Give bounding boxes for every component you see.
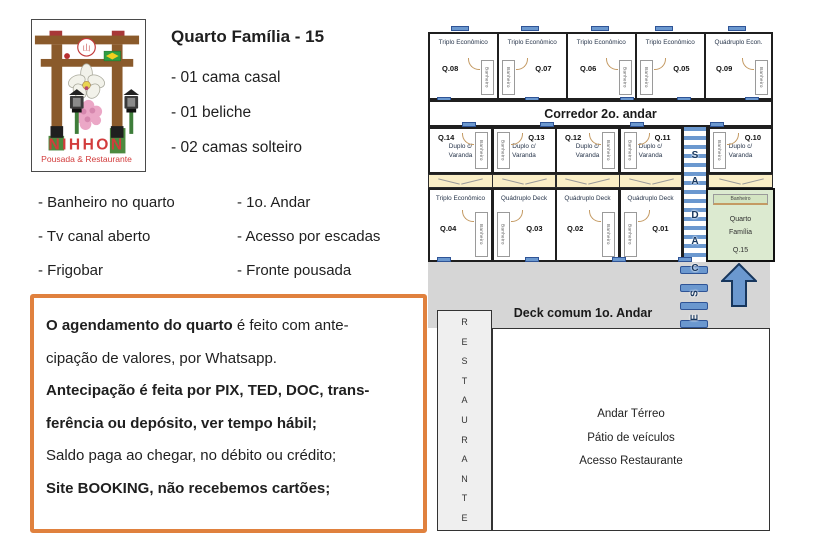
room-q12 — [555, 127, 620, 174]
escadas-letter: S — [689, 290, 701, 297]
room-q13 — [492, 127, 557, 174]
room-number: Q.09 — [716, 64, 733, 73]
restaurante-letter: T — [461, 493, 468, 504]
floor-plan — [428, 0, 820, 560]
bathroom-label: Banheiro — [500, 140, 506, 161]
bathroom-strip — [502, 60, 515, 95]
deck-label: Deck comum 1o. Andar — [513, 306, 653, 320]
family-room-name: Família — [729, 229, 752, 236]
notice-line: Site BOOKING, não recebemos cartões; — [46, 479, 331, 497]
room-type-label: Triplo Econômico — [435, 195, 486, 202]
room-number: Q.03 — [526, 224, 543, 233]
bathroom-label: Banheiro — [506, 67, 511, 88]
room-type-label: Triplo Econômico — [576, 39, 626, 46]
bathroom-label: Banheiro — [484, 67, 490, 88]
window-marker — [521, 26, 539, 31]
restaurante-letter: R — [461, 434, 468, 445]
logo-subtitle-text: Pousada & Restaurante — [41, 154, 132, 165]
room-q05 — [635, 32, 706, 100]
notice-line: ferência ou depósito, ver tempo hábil; — [46, 414, 317, 432]
feature-item: - Acesso por escadas — [237, 228, 381, 245]
features-right — [237, 186, 380, 288]
lantern-right — [124, 89, 140, 134]
room-number: Q.14 — [438, 133, 455, 142]
room-type-label: Quádruplo Deck — [627, 195, 674, 202]
bathroom-label: Banheiro — [606, 140, 611, 161]
ground-floor-labels — [492, 403, 770, 474]
bathroom-label: Banheiro — [644, 67, 649, 88]
restaurante-letter: U — [461, 414, 468, 425]
bathroom-strip — [475, 132, 488, 169]
bathroom-strip — [602, 132, 615, 169]
room-q06 — [566, 32, 637, 100]
door-arc — [589, 210, 601, 222]
ground-floor-line: Acesso Restaurante — [579, 455, 683, 467]
features-left — [38, 186, 175, 288]
restaurante-letter: T — [461, 375, 468, 386]
room-number: Q.15 — [732, 247, 749, 254]
bathroom-strip — [624, 212, 637, 257]
restaurante-letter: A — [461, 395, 468, 406]
room-number: Q.05 — [673, 64, 690, 73]
room-type-label: Quádruplo Deck — [500, 195, 548, 202]
door-arc — [462, 210, 474, 222]
feature-item: - Fronte pousada — [237, 262, 352, 279]
door-arc — [468, 58, 480, 70]
door-arc — [654, 58, 666, 70]
bathroom-label: Banheiro — [479, 224, 484, 245]
restaurante-letter: S — [461, 356, 468, 367]
window-marker — [591, 26, 609, 31]
bathroom-label: Banheiro — [606, 224, 611, 245]
room-number: Q.13 — [528, 133, 545, 142]
room-q11 — [619, 127, 683, 174]
room-number: Q.07 — [535, 64, 552, 73]
room-q10 — [708, 127, 773, 174]
bathroom-strip — [497, 212, 510, 257]
room-type-label: Triplo Econômico — [438, 39, 488, 46]
svg-text:山: 山 — [82, 43, 91, 53]
room-q14 — [428, 127, 493, 174]
restaurante-letter: R — [461, 317, 468, 327]
bed-item: - 01 cama casal — [171, 69, 281, 86]
red-dot — [64, 53, 70, 59]
escadas-letter: A — [691, 176, 699, 187]
room-type-label: Duplo c/ Varanda — [448, 143, 473, 159]
varanda-strip — [708, 174, 773, 188]
room-type-label: Quádruplo Deck — [564, 195, 611, 202]
wall-divider — [555, 174, 557, 188]
room-number: Q.04 — [440, 224, 457, 233]
page-title: Quarto Família - 15 — [171, 27, 325, 46]
room-type-label: Triplo Econômico — [507, 39, 557, 46]
room-number: Q.12 — [565, 133, 582, 142]
room-q03 — [492, 188, 557, 262]
bathroom-strip — [619, 60, 632, 95]
bed-list — [171, 60, 302, 165]
restaurante-letter: N — [461, 473, 468, 484]
room-q04 — [428, 188, 493, 262]
window-marker — [728, 26, 746, 31]
room-type-label: Triplo Econômico — [645, 39, 695, 46]
room-q07 — [497, 32, 568, 100]
restaurante-letter: E — [461, 512, 468, 523]
bathroom-label: Banheiro — [627, 140, 633, 161]
room-number: Q.10 — [744, 133, 761, 142]
room-type-label: Duplo c/ Varanda — [575, 143, 600, 159]
room-type-label: Duplo c/ Varanda — [728, 143, 753, 159]
family-room-name: Quarto — [729, 216, 752, 223]
feature-item: - Frigobar — [38, 262, 104, 279]
room-number: Q.08 — [442, 64, 459, 73]
room-q15-family — [706, 188, 775, 262]
bathroom-strip — [602, 212, 615, 257]
bathroom-label: Banheiro — [500, 224, 506, 245]
bed-item: - 02 camas solteiro — [171, 139, 302, 156]
notice-line: Saldo paga ao chegar, no débito ou crédito; — [46, 447, 337, 464]
notice-line: O agendamento do quarto é feito com ante- — [46, 317, 349, 334]
feature-item: - 1o. Andar — [237, 194, 311, 211]
bathroom-strip — [755, 60, 768, 95]
logo-name-text: NIHHON — [48, 136, 125, 154]
room-number: Q.06 — [580, 64, 597, 73]
ground-floor-line: Andar Térreo — [597, 408, 665, 420]
bathroom-label: Banheiro — [717, 140, 722, 161]
booking-notice-box — [30, 294, 427, 533]
notice-line: Antecipação é feita por PIX, TED, DOC, trans- — [46, 382, 370, 399]
room-number: Q.11 — [654, 133, 671, 142]
escadas-letter: S — [691, 150, 699, 161]
feature-item: - Tv canal aberto — [38, 228, 151, 245]
bathroom-label: Banheiro — [759, 67, 764, 88]
bed-item: - 01 beliche — [171, 104, 252, 121]
room-q02 — [555, 188, 620, 262]
door-arc — [742, 58, 754, 70]
window-marker — [451, 26, 469, 31]
door-arc — [511, 210, 523, 222]
restaurante-column — [437, 310, 492, 531]
escadas-letter: A — [691, 236, 699, 247]
escadas-letter: D — [691, 210, 699, 221]
notice-line: cipação de valores, por Whatsapp. — [46, 349, 277, 367]
room-type-label: Quádruplo Econ. — [714, 39, 763, 46]
bathroom-label: Banheiro — [730, 196, 751, 202]
window-marker — [655, 26, 673, 31]
room-q09 — [704, 32, 773, 100]
wall-divider — [492, 174, 494, 188]
bathroom-strip — [497, 132, 510, 169]
room-q08 — [428, 32, 499, 100]
room-number: Q.02 — [567, 224, 584, 233]
nihhon-logo — [31, 19, 146, 172]
bathroom-strip — [640, 60, 653, 95]
bathroom-label: Banheiro — [627, 224, 633, 245]
bathroom-label: Banheiro — [479, 140, 484, 161]
room-q01 — [619, 188, 683, 262]
bathroom-strip — [475, 212, 488, 257]
escadas-letter: E — [689, 314, 701, 321]
bathroom-strip — [481, 60, 494, 95]
wall-divider — [619, 174, 621, 188]
room-type-label: Duplo c/ Varanda — [512, 143, 536, 159]
corridor-label: Corredor 2o. andar — [544, 106, 657, 121]
brazil-flag — [104, 51, 121, 61]
room-number: Q.01 — [652, 224, 669, 233]
bathroom-strip — [713, 132, 726, 169]
torii-gate-illustration — [32, 20, 142, 168]
room-type-label: Duplo c/ Varanda — [638, 143, 663, 159]
restaurante-letter: E — [461, 336, 468, 347]
up-arrow-icon — [721, 263, 757, 307]
door-arc — [606, 58, 618, 70]
escadas-letter: C — [691, 263, 699, 274]
bathroom-strip — [713, 194, 768, 205]
door-arc — [638, 210, 650, 222]
restaurante-letter: A — [461, 454, 468, 465]
ground-floor-line: Pátio de veículos — [587, 431, 675, 444]
feature-item: - Banheiro no quarto — [38, 194, 175, 211]
orchid-flower — [66, 64, 106, 101]
bathroom-strip — [624, 132, 637, 169]
bathroom-label: Banheiro — [622, 67, 628, 88]
door-arc — [516, 58, 528, 70]
